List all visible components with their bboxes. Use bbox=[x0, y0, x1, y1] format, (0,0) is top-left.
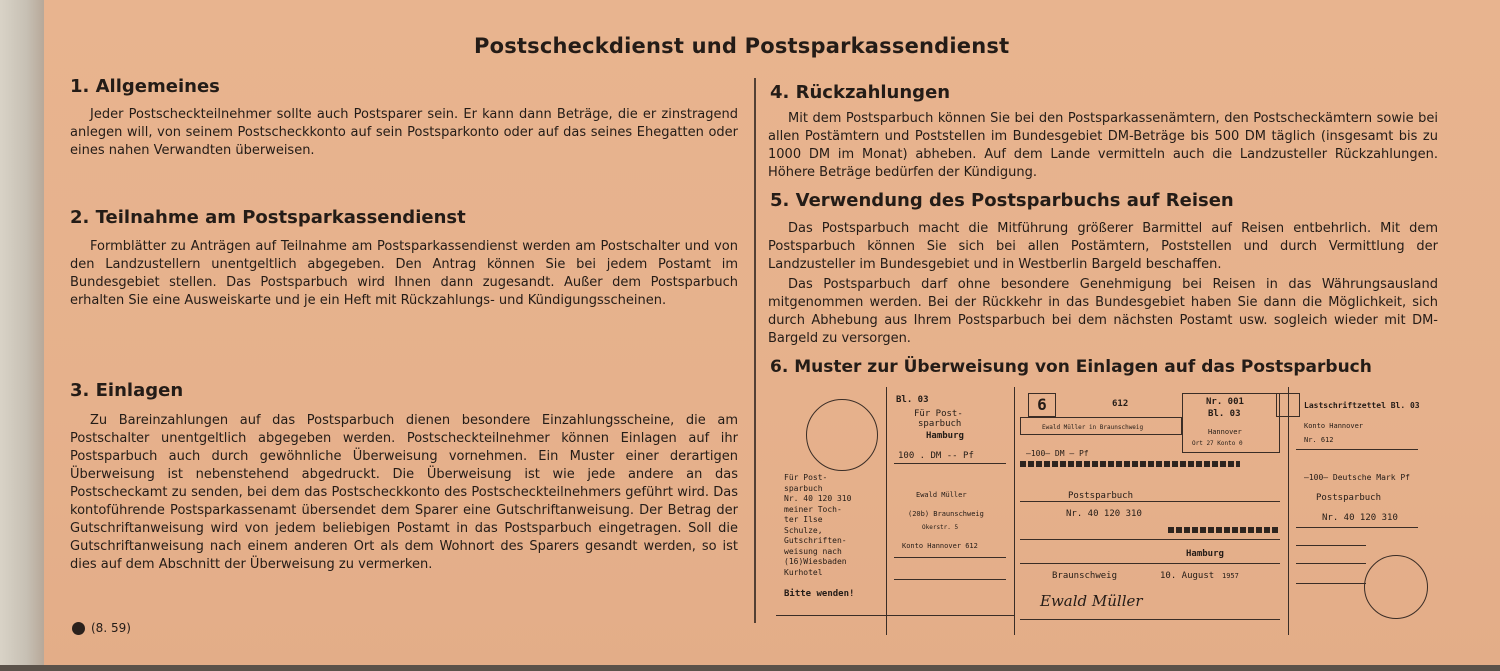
section-5-text-2: Das Postsparbuch darf ohne besondere Genehmigung bei Reisen in das Währungsausland mitgenommen werden. Bei der Rückkehr in das Bundesgebiet haben Sie dann die Möglichkeit, sich durch Abhebung aus Ihrem Postsparbuch bei dem nächsten Postamt usw. sogleich wieder mit DM-Bargeld zu versorgen. bbox=[768, 277, 1438, 346]
section-4-heading: 4. Rückzahlungen bbox=[770, 82, 951, 103]
section-5-heading: 5. Verwendung des Postsparbuchs auf Reisen bbox=[770, 190, 1234, 211]
form-amount-mid: —100— DM — Pf bbox=[1026, 449, 1089, 458]
form-amount-left: 100 . DM -- Pf bbox=[898, 451, 974, 461]
form-bitte-wenden: Bitte wenden! bbox=[784, 589, 855, 599]
section-6-heading: 6. Muster zur Überweisung von Einlagen auf das Postsparbuch bbox=[770, 357, 1372, 377]
form-box-6: 6 bbox=[1028, 393, 1056, 417]
footer-code: (8. 59) bbox=[91, 621, 131, 635]
form-lastschrift: Lastschriftzettel Bl. 03 bbox=[1304, 401, 1420, 410]
post-logo-icon bbox=[72, 622, 85, 635]
binding-strip bbox=[0, 0, 44, 671]
postmark-circle-left bbox=[806, 399, 878, 471]
column-divider bbox=[754, 78, 756, 623]
section-2-heading: 2. Teilnahme am Postsparkassendienst bbox=[70, 207, 466, 228]
postmark-circle-right bbox=[1364, 555, 1428, 619]
form-amount-right: —100— Deutsche Mark Pf bbox=[1304, 473, 1410, 482]
form-bl03-left: Bl. 03 bbox=[896, 395, 929, 405]
section-1-text: Jeder Postscheckteilnehmer sollte auch Postsparer sein. Er kann dann Beträge, die er zinstragend anlegen will, von seinem Postscheckkonto auf sein Postsparkonto oder auf das seines Ehegatten oder eines nahen Verwandten überweisen. bbox=[70, 107, 738, 158]
page-edge bbox=[0, 665, 1500, 671]
form-stub-text: Für Post- sparbuch Nr. 40 120 310 meiner Toch- ter Ilse Schulze, Gutschriften- weisung nach (16)Wiesbaden Kurhotel bbox=[784, 473, 852, 577]
section-3-text: Zu Bareinzahlungen auf das Postsparbuch dienen besondere Einzahlungsscheine, die am Postschalter unentgeltlich abgegeben werden. Postscheckteilnehmer können Einlagen auf ihr Postsparbuch auch durch gewöhnliche Überweisung vornehmen. Ein Muster einer derartigen Überweisung ist nebenstehend abgedruckt. Die Überweisung ist wie jede andere an das Postscheckamt zu senden, bei dem das Postscheckkonto des Postscheckteilnehmers geführt wird. Das kontoführende Postsparkassenamt übersendet dem Sparer eine Gutschriftanweisung. Der Betrag der Gutschriftanweisung wird von jedem beliebigen Postamt in das Postsparbuch eingetragen. Soll die Gutschriftanweisung nach einem anderen Ort als dem Wohnort des Sparers gesandt werden, so ist dies auf dem Abschnitt der Überweisung zu vermerken. bbox=[70, 413, 738, 572]
transfer-form-sample: Bl. 03 Für Post- sparbuch Hamburg 100 . DM -- Pf Für Post- sparbuch Nr. 40 120 310 meiner Toch- ter Ilse Schulze, Gutschriften- weisung nach (16)Wiesbaden Kurhotel Ewald Müller (20b) Braunschweig Okerstr. 5 Konto Hannover 612 Bitte wenden! 6 612 Ewald Müller in Braunschweig —100— DM — Pf Postsparbuch Nr. 40 120 310 Hamburg Braunschweig 10. August 1957 Ewald Müller Nr. 001 Bl. 03 Hannover Ort 27 Konto 0 Lastschriftzettel Bl. 03 Konto Hannover Nr. 612 —100— Deutsche Mark Pf Postsparbuch Nr. 40 120 310 bbox=[776, 387, 1438, 635]
page-title: Postscheckdienst und Postsparkassendienst bbox=[474, 34, 1010, 58]
section-3-heading: 3. Einlagen bbox=[70, 380, 184, 401]
footer-note bbox=[72, 621, 131, 635]
section-5-text: Das Postsparbuch macht die Mitführung größerer Barmittel auf Reisen entbehrlich. Mit dem Postsparbuch können Sie sich bei allen Postämtern, Poststellen und durch Vermittlung der Landzusteller im Bundesgebiet und in Westberlin Bargeld beschaffen. bbox=[768, 221, 1438, 272]
section-2-text: Formblätter zu Anträgen auf Teilnahme am Postsparkassendienst werden am Postschalter und von den Landzustellern unentgeltlich abgegeben. Den Antrag können Sie bei jedem Postamt im Bundesgebiet stellen. Das Postsparbuch wird Ihnen dann zugesandt. Außer dem Postsparbuch erhalten Sie eine Ausweiskarte und je ein Heft mit Rückzahlungs- und Kündigungsscheinen. bbox=[70, 239, 738, 308]
form-signature: Ewald Müller bbox=[1040, 592, 1143, 610]
section-1-heading: 1. Allgemeines bbox=[70, 76, 220, 97]
section-4-text: Mit dem Postsparbuch können Sie bei den Postsparkassenämtern, den Postscheckämtern sowie bei allen Postämtern und Poststellen im Bundesgebiet DM-Beträge bis 500 DM täglich (insgesamt bis zu 1000 DM im Monat) abheben. Auf dem Lande vermitteln auch die Landzusteller Rückzahlungen. Höhere Beträge bedürfen der Kündigung. bbox=[768, 111, 1438, 180]
